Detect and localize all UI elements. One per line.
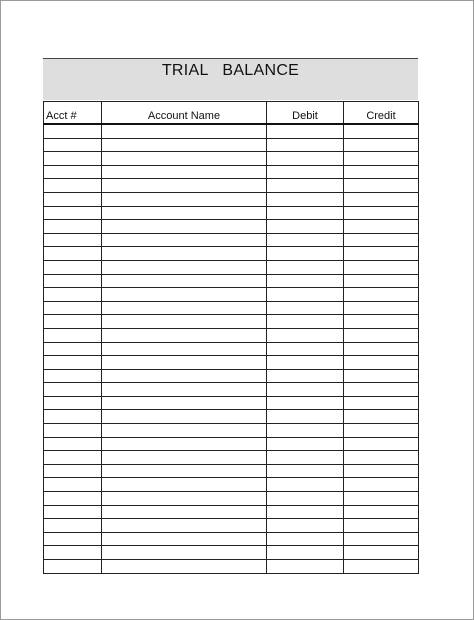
- table-row: [44, 464, 419, 478]
- debit-cell[interactable]: [267, 492, 344, 506]
- acct-number-cell[interactable]: [44, 274, 102, 288]
- acct-number-cell[interactable]: [44, 288, 102, 302]
- table-row: [44, 356, 419, 370]
- credit-cell[interactable]: [344, 424, 419, 438]
- credit-cell[interactable]: [344, 233, 419, 247]
- table-row: [44, 220, 419, 234]
- acct-number-cell[interactable]: [44, 383, 102, 397]
- account-name-cell[interactable]: [102, 233, 267, 247]
- credit-cell[interactable]: [344, 451, 419, 465]
- table-row: [44, 315, 419, 329]
- table-row: [44, 328, 419, 342]
- debit-cell[interactable]: [267, 410, 344, 424]
- debit-cell[interactable]: [267, 560, 344, 574]
- acct-number-cell[interactable]: [44, 233, 102, 247]
- table-row: [44, 288, 419, 302]
- table-row: [44, 383, 419, 397]
- acct-number-cell[interactable]: [44, 519, 102, 533]
- account-name-cell[interactable]: [102, 478, 267, 492]
- table-row: [44, 342, 419, 356]
- acct-number-cell[interactable]: [44, 152, 102, 166]
- credit-cell[interactable]: [344, 301, 419, 315]
- acct-number-cell[interactable]: [44, 315, 102, 329]
- acct-number-cell[interactable]: [44, 532, 102, 546]
- acct-number-cell[interactable]: [44, 301, 102, 315]
- table-row: [44, 451, 419, 465]
- debit-cell[interactable]: [267, 315, 344, 329]
- table-row: [44, 437, 419, 451]
- account-name-cell[interactable]: [102, 396, 267, 410]
- credit-cell[interactable]: [344, 179, 419, 193]
- debit-cell[interactable]: [267, 192, 344, 206]
- acct-number-cell[interactable]: [44, 328, 102, 342]
- debit-cell[interactable]: [267, 247, 344, 261]
- table-row: [44, 519, 419, 533]
- table-row: [44, 492, 419, 506]
- acct-number-cell[interactable]: [44, 192, 102, 206]
- account-name-cell[interactable]: [102, 124, 267, 138]
- title-band: [43, 58, 418, 100]
- credit-cell[interactable]: [344, 288, 419, 302]
- debit-cell[interactable]: [267, 383, 344, 397]
- acct-number-cell[interactable]: [44, 356, 102, 370]
- debit-cell[interactable]: [267, 356, 344, 370]
- credit-cell[interactable]: [344, 315, 419, 329]
- account-name-cell[interactable]: [102, 328, 267, 342]
- debit-cell[interactable]: [267, 233, 344, 247]
- table-header-row: [44, 102, 419, 125]
- account-name-cell[interactable]: [102, 410, 267, 424]
- debit-cell[interactable]: [267, 532, 344, 546]
- account-name-cell[interactable]: [102, 165, 267, 179]
- account-name-cell[interactable]: [102, 220, 267, 234]
- account-name-cell[interactable]: [102, 342, 267, 356]
- acct-number-cell[interactable]: [44, 424, 102, 438]
- credit-cell[interactable]: [344, 546, 419, 560]
- debit-cell[interactable]: [267, 124, 344, 138]
- debit-cell[interactable]: [267, 505, 344, 519]
- acct-number-cell[interactable]: [44, 165, 102, 179]
- credit-cell[interactable]: [344, 260, 419, 274]
- credit-cell[interactable]: [344, 560, 419, 574]
- account-name-cell[interactable]: [102, 274, 267, 288]
- credit-cell[interactable]: [344, 206, 419, 220]
- credit-cell[interactable]: [344, 138, 419, 152]
- header-credit: Credit: [344, 102, 419, 125]
- credit-cell[interactable]: [344, 328, 419, 342]
- account-name-cell[interactable]: [102, 369, 267, 383]
- account-name-cell[interactable]: [102, 356, 267, 370]
- account-name-cell[interactable]: [102, 260, 267, 274]
- credit-cell[interactable]: [344, 124, 419, 138]
- trial-balance-table: [43, 101, 419, 574]
- credit-cell[interactable]: [344, 519, 419, 533]
- debit-cell[interactable]: [267, 165, 344, 179]
- acct-number-cell[interactable]: [44, 464, 102, 478]
- account-name-cell[interactable]: [102, 519, 267, 533]
- account-name-cell[interactable]: [102, 532, 267, 546]
- table-row: [44, 396, 419, 410]
- account-name-cell[interactable]: [102, 505, 267, 519]
- account-name-cell[interactable]: [102, 560, 267, 574]
- table-row: [44, 505, 419, 519]
- table-row: [44, 532, 419, 546]
- account-name-cell[interactable]: [102, 192, 267, 206]
- debit-cell[interactable]: [267, 260, 344, 274]
- acct-number-cell[interactable]: [44, 560, 102, 574]
- debit-cell[interactable]: [267, 220, 344, 234]
- table-row: [44, 138, 419, 152]
- acct-number-cell[interactable]: [44, 505, 102, 519]
- acct-number-cell[interactable]: [44, 369, 102, 383]
- credit-cell[interactable]: [344, 410, 419, 424]
- credit-cell[interactable]: [344, 342, 419, 356]
- credit-cell[interactable]: [344, 437, 419, 451]
- table-row: [44, 274, 419, 288]
- account-name-cell[interactable]: [102, 301, 267, 315]
- debit-cell[interactable]: [267, 152, 344, 166]
- acct-number-cell[interactable]: [44, 492, 102, 506]
- credit-cell[interactable]: [344, 464, 419, 478]
- table-row: [44, 206, 419, 220]
- account-name-cell[interactable]: [102, 206, 267, 220]
- table-row: [44, 478, 419, 492]
- table-row: [44, 369, 419, 383]
- account-name-cell[interactable]: [102, 546, 267, 560]
- account-name-cell[interactable]: [102, 152, 267, 166]
- account-name-cell[interactable]: [102, 247, 267, 261]
- debit-cell[interactable]: [267, 328, 344, 342]
- acct-number-cell[interactable]: [44, 478, 102, 492]
- credit-cell[interactable]: [344, 396, 419, 410]
- credit-cell[interactable]: [344, 247, 419, 261]
- acct-number-cell[interactable]: [44, 220, 102, 234]
- acct-number-cell[interactable]: [44, 342, 102, 356]
- acct-number-cell[interactable]: [44, 206, 102, 220]
- header-acct-number: Acct #: [44, 102, 102, 125]
- table-row: [44, 165, 419, 179]
- acct-number-cell[interactable]: [44, 410, 102, 424]
- table-body: [44, 124, 419, 573]
- account-name-cell[interactable]: [102, 288, 267, 302]
- account-name-cell[interactable]: [102, 424, 267, 438]
- debit-cell[interactable]: [267, 464, 344, 478]
- debit-cell[interactable]: [267, 396, 344, 410]
- debit-cell[interactable]: [267, 369, 344, 383]
- table-row: [44, 260, 419, 274]
- debit-cell[interactable]: [267, 437, 344, 451]
- credit-cell[interactable]: [344, 165, 419, 179]
- credit-cell[interactable]: [344, 492, 419, 506]
- table-row: [44, 546, 419, 560]
- acct-number-cell[interactable]: [44, 437, 102, 451]
- debit-cell[interactable]: [267, 451, 344, 465]
- account-name-cell[interactable]: [102, 383, 267, 397]
- account-name-cell[interactable]: [102, 315, 267, 329]
- credit-cell[interactable]: [344, 478, 419, 492]
- debit-cell[interactable]: [267, 424, 344, 438]
- page-title: TRIAL BALANCE: [161, 62, 300, 79]
- table-row: [44, 424, 419, 438]
- debit-cell[interactable]: [267, 288, 344, 302]
- table-row: [44, 233, 419, 247]
- acct-number-cell[interactable]: [44, 546, 102, 560]
- acct-number-cell[interactable]: [44, 124, 102, 138]
- acct-number-cell[interactable]: [44, 451, 102, 465]
- debit-cell[interactable]: [267, 342, 344, 356]
- header-debit: Debit: [267, 102, 344, 125]
- account-name-cell[interactable]: [102, 437, 267, 451]
- debit-cell[interactable]: [267, 206, 344, 220]
- acct-number-cell[interactable]: [44, 247, 102, 261]
- debit-cell[interactable]: [267, 546, 344, 560]
- credit-cell[interactable]: [344, 220, 419, 234]
- account-name-cell[interactable]: [102, 492, 267, 506]
- acct-number-cell[interactable]: [44, 396, 102, 410]
- table-row: [44, 247, 419, 261]
- credit-cell[interactable]: [344, 274, 419, 288]
- header-account-name: Account Name: [102, 102, 267, 125]
- table-row: [44, 301, 419, 315]
- account-name-cell[interactable]: [102, 464, 267, 478]
- debit-cell[interactable]: [267, 301, 344, 315]
- credit-cell[interactable]: [344, 369, 419, 383]
- table-row: [44, 179, 419, 193]
- credit-cell[interactable]: [344, 532, 419, 546]
- table-row: [44, 152, 419, 166]
- debit-cell[interactable]: [267, 519, 344, 533]
- account-name-cell[interactable]: [102, 179, 267, 193]
- table-row: [44, 410, 419, 424]
- debit-cell[interactable]: [267, 138, 344, 152]
- table-row: [44, 560, 419, 574]
- acct-number-cell[interactable]: [44, 138, 102, 152]
- account-name-cell[interactable]: [102, 451, 267, 465]
- credit-cell[interactable]: [344, 152, 419, 166]
- acct-number-cell[interactable]: [44, 260, 102, 274]
- table-row: [44, 192, 419, 206]
- credit-cell[interactable]: [344, 505, 419, 519]
- acct-number-cell[interactable]: [44, 179, 102, 193]
- credit-cell[interactable]: [344, 192, 419, 206]
- credit-cell[interactable]: [344, 356, 419, 370]
- debit-cell[interactable]: [267, 478, 344, 492]
- debit-cell[interactable]: [267, 179, 344, 193]
- debit-cell[interactable]: [267, 274, 344, 288]
- credit-cell[interactable]: [344, 383, 419, 397]
- account-name-cell[interactable]: [102, 138, 267, 152]
- table-row: [44, 124, 419, 138]
